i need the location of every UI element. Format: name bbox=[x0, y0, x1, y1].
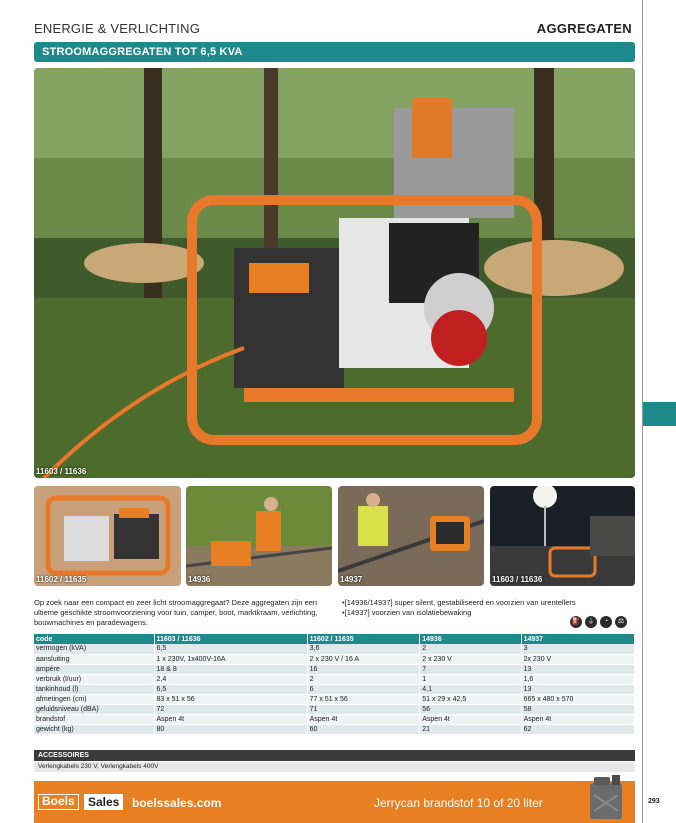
accessories-text: Verlengkabels 230 V, Verlengkabels 400V bbox=[34, 762, 635, 772]
table-cell: 1 bbox=[420, 674, 521, 684]
table-cell: 4,1 bbox=[420, 684, 521, 694]
main-product-photo bbox=[34, 68, 635, 478]
table-cell: 2 x 230 V / 16 A bbox=[307, 654, 420, 664]
table-cell: 71 bbox=[307, 704, 420, 714]
table-cell: 2,4 bbox=[154, 674, 307, 684]
weight-icon: ⚖ bbox=[615, 616, 627, 628]
category-heading: AGGREGATEN bbox=[536, 21, 632, 36]
section-heading: ENERGIE & VERLICHTING bbox=[34, 21, 201, 36]
night-light-tower-image bbox=[490, 486, 635, 586]
column-header: 11603 / 11636 bbox=[154, 634, 307, 644]
table-cell: 58 bbox=[521, 704, 634, 714]
table-row bbox=[34, 694, 635, 704]
gauge-icon: ◔ bbox=[600, 616, 612, 628]
pictogram-row bbox=[570, 616, 627, 628]
generator-in-garden-image bbox=[34, 68, 635, 478]
row-label: verbruik (l/uur) bbox=[34, 674, 154, 684]
table-row bbox=[34, 664, 635, 674]
product-description: Op zoek naar een compact en zeer licht stroomaggregaat? Deze aggregaten zijn een ultieme geschikte stroomvoorziening voor tuin, camper, boot, marktkraam, verlichting, bouwmachines en paradewagens. bbox=[34, 598, 318, 627]
table-cell: 6 bbox=[307, 684, 420, 694]
row-label: afmetingen (cm) bbox=[34, 694, 154, 704]
table-cell: 1,6 bbox=[521, 674, 634, 684]
table-cell: 6,5 bbox=[154, 684, 307, 694]
table-cell: 56 bbox=[420, 704, 521, 714]
table-cell: 80 bbox=[154, 724, 307, 734]
table-row bbox=[34, 704, 635, 714]
thumb-caption-1: 11602 / 11635 bbox=[36, 575, 87, 584]
table-row bbox=[34, 684, 635, 694]
table-row bbox=[34, 644, 635, 654]
row-label: vermogen (kVA) bbox=[34, 644, 154, 654]
row-label: ampère bbox=[34, 664, 154, 674]
table-cell: 2 bbox=[307, 674, 420, 684]
table-cell: Aspen 4t bbox=[521, 714, 634, 724]
table-cell: 3 bbox=[521, 644, 634, 654]
specifications-table bbox=[34, 634, 635, 735]
table-header-row bbox=[34, 634, 635, 644]
table-cell: 665 x 480 x 570 bbox=[521, 694, 634, 704]
row-label: tankinhoud (l) bbox=[34, 684, 154, 694]
boels-logo: Boels bbox=[38, 794, 79, 810]
row-label: brandstof bbox=[34, 714, 154, 724]
thumb-caption-3: 14937 bbox=[340, 575, 363, 584]
thumb-photo-2 bbox=[186, 486, 332, 586]
thumb-photo-1 bbox=[34, 486, 181, 586]
table-cell: 13 bbox=[521, 664, 634, 674]
column-header: code bbox=[34, 634, 154, 644]
table-row bbox=[34, 714, 635, 724]
page-number: 293 bbox=[648, 798, 660, 805]
row-label: gewicht (kg) bbox=[34, 724, 154, 734]
table-cell: 1 x 230V, 1x400V-16A bbox=[154, 654, 307, 664]
table-cell: 21 bbox=[420, 724, 521, 734]
promo-text: Jerrycan brandstof 10 of 20 liter bbox=[374, 796, 543, 810]
website-link[interactable]: boelssales.com bbox=[132, 796, 222, 810]
table-row bbox=[34, 674, 635, 684]
jerrycan-icon bbox=[582, 773, 632, 821]
table-cell: 60 bbox=[307, 724, 420, 734]
table-row bbox=[34, 654, 635, 664]
table-cell: 51 x 29 x 42,5 bbox=[420, 694, 521, 704]
table-cell: 13 bbox=[521, 684, 634, 694]
column-header: 14936 bbox=[420, 634, 521, 644]
feature-item: • [14936/14937] super silent, gestabiliseerd en voorzien van urentellers bbox=[342, 598, 627, 608]
table-cell: Aspen 4t bbox=[307, 714, 420, 724]
table-cell: 2x 230 V bbox=[521, 654, 634, 664]
table-cell: 6,5 bbox=[154, 644, 307, 654]
footer-banner bbox=[34, 781, 635, 823]
fuel-pump-icon: ⛽ bbox=[570, 616, 582, 628]
column-header: 11602 / 11635 bbox=[307, 634, 420, 644]
table-cell: 3,6 bbox=[307, 644, 420, 654]
worker-rails-image bbox=[186, 486, 332, 586]
row-label: geluidsniveau (dBA) bbox=[34, 704, 154, 714]
table-cell: 72 bbox=[154, 704, 307, 714]
sales-logo: Sales bbox=[84, 794, 123, 810]
thumb-caption-2: 14936 bbox=[188, 575, 211, 584]
table-cell: 18 & 8 bbox=[154, 664, 307, 674]
column-header: 14937 bbox=[521, 634, 634, 644]
generator-thumb-image bbox=[34, 486, 181, 586]
table-cell: 7 bbox=[420, 664, 521, 674]
table-cell: 83 x 51 x 56 bbox=[154, 694, 307, 704]
worker-generator-rails-image bbox=[338, 486, 484, 586]
feature-list bbox=[342, 598, 627, 618]
table-cell: 16 bbox=[307, 664, 420, 674]
thumb-photo-3 bbox=[338, 486, 484, 586]
table-cell: Aspen 4t bbox=[154, 714, 307, 724]
section-tab-marker bbox=[643, 402, 676, 426]
table-cell: 77 x 51 x 56 bbox=[307, 694, 420, 704]
thumb-photo-4 bbox=[490, 486, 635, 586]
main-photo-caption: 11603 / 11636 bbox=[36, 467, 87, 476]
accessories-heading: ACCESSOIRES bbox=[34, 750, 635, 761]
row-label: aansluiting bbox=[34, 654, 154, 664]
plug-icon: ⏚ bbox=[585, 616, 597, 628]
table-cell: 62 bbox=[521, 724, 634, 734]
thumb-caption-4: 11603 / 11636 bbox=[492, 575, 543, 584]
table-cell: 2 bbox=[420, 644, 521, 654]
table-row bbox=[34, 724, 635, 734]
table-cell: 2 x 230 V bbox=[420, 654, 521, 664]
feature-item: • [14937] voorzien van isolatiebewaking bbox=[342, 608, 627, 618]
table-cell: Aspen 4t bbox=[420, 714, 521, 724]
page-title: STROOMAGGREGATEN TOT 6,5 KVA bbox=[34, 42, 635, 62]
